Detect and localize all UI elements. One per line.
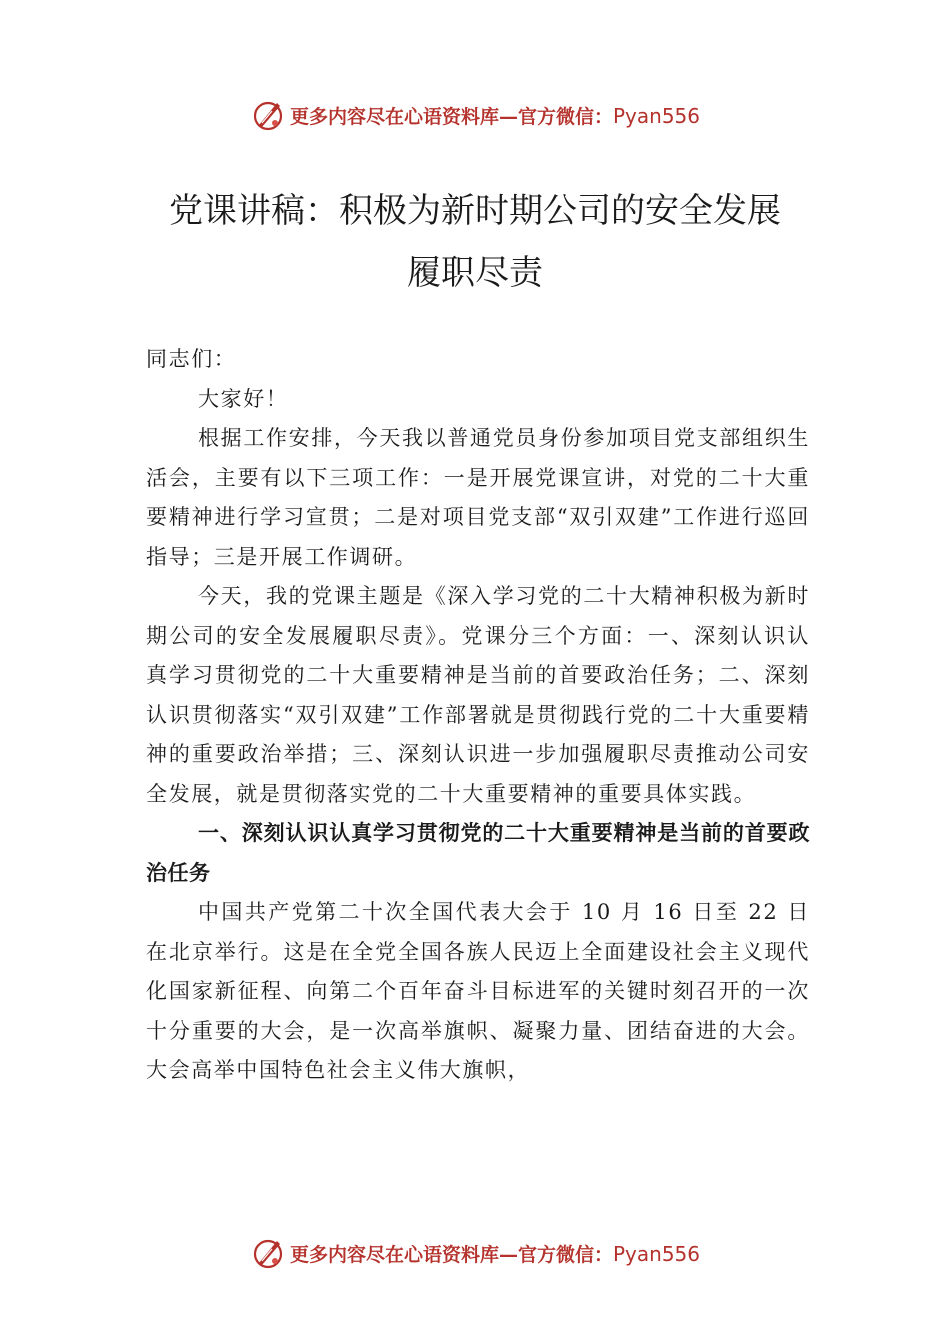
quill-pen-logo-icon [250, 97, 286, 133]
title-line-1: 党课讲稿：积极为新时期公司的安全发展 [169, 191, 781, 231]
quill-pen-logo-icon [250, 1235, 286, 1271]
paragraph-3: 中国共产党第二十次全国代表大会于 10 月 16 日至 22 日在北京举行。这是在全党全国各族人民迈上全面建设社会主义现代化国家新征程、向第二个百年奋斗目标进军的关键时刻召开的一次十分重要的大会，是一次高举旗帜、凝聚力量、团结奋进的大会。大会高举中国特色社会主义伟大旗帜， [146, 900, 810, 1082]
footer-watermark [0, 1233, 950, 1273]
title-line-2: 履职尽责 [407, 253, 543, 293]
paragraph-1: 根据工作安排，今天我以普通党员身份参加项目党支部组织生活会，主要有以下三项工作：一是开展党课宣讲，对党的二十大重要精神进行学习宣贯；二是对项目党支部“双引双建”工作进行巡回指导；三是开展工作调研。 [146, 426, 810, 569]
wechat-id: Pyan556 [613, 1241, 701, 1266]
watermark-text: 更多内容尽在心语资料库—官方微信：Pyan556 [289, 1241, 701, 1266]
watermark-text: 更多内容尽在心语资料库—官方微信：Pyan556 [289, 103, 701, 128]
document-title [0, 180, 950, 304]
wechat-id: Pyan556 [613, 103, 701, 128]
header-watermark [0, 95, 950, 135]
salutation: 同志们： [146, 347, 237, 371]
greeting: 大家好！ [198, 386, 289, 411]
section-heading-1: 一、深刻认识认真学习贯彻党的二十大重要精神是当前的首要政治任务 [146, 821, 810, 885]
paragraph-2: 今天，我的党课主题是《深入学习党的二十大精神积极为新时期公司的安全发展履职尽责》。党课分三个方面：一、深刻认识认真学习贯彻党的二十大重要精神是当前的首要政治任务；二、深刻认识贯彻落实“双引双建”工作部署就是贯彻践行党的二十大重要精神的重要政治举措；三、深刻认识进一步加强履职尽责推动公司安全发展，就是贯彻落实党的二十大重要精神的重要具体实践。 [146, 584, 810, 806]
document-body [146, 340, 810, 1091]
